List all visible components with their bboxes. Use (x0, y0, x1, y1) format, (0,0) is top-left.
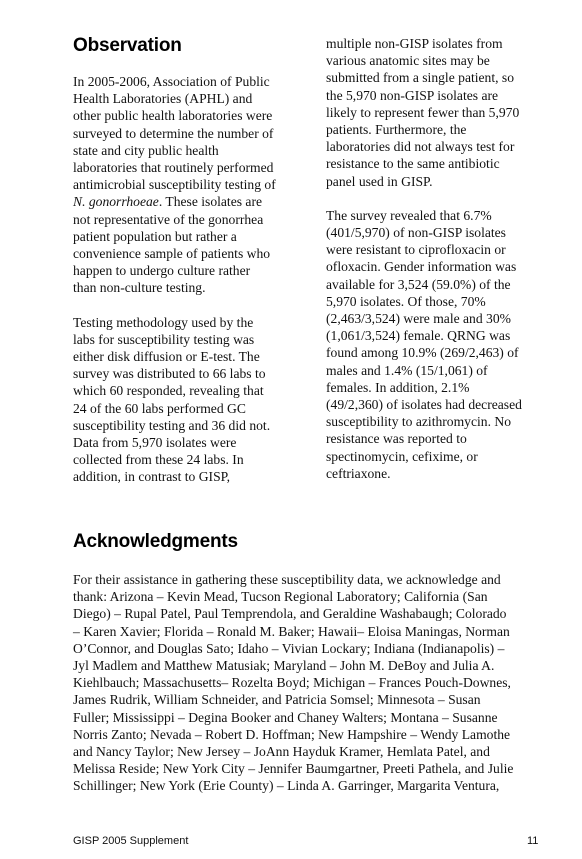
text-line: surveyed to determine the number of (73, 125, 274, 141)
text-line: patients. Furthermore, the (326, 122, 467, 138)
text-line: found among 10.9% (269/2,463) of (326, 345, 519, 361)
text-line: Fuller; Mississippi – Degina Booker and Chaney Walters; Montana – Susanne (73, 709, 498, 725)
text-line: (401/5,970) of non-GISP isolates (326, 225, 506, 241)
text-line: (2,463/3,524) were male and 30% (326, 311, 511, 327)
text-line: – Karen Xavier; Florida – Ronald M. Baker; Hawaii– Eloisa Maningas, Norman (73, 623, 510, 639)
text-line: convenience sample of patients who (73, 246, 271, 262)
text-line: which 60 responded, revealing that (73, 383, 264, 399)
observation-heading: Observation (73, 35, 182, 56)
text-line: and Nancy Taylor; New Jersey – JoAnn Hayduk Kramer, Hemlata Patel, and (73, 744, 490, 760)
text-line: laboratories that routinely performed (73, 160, 274, 176)
text-line: ofloxacin. Gender information was (326, 259, 517, 275)
text-line: various anatomic sites may be (326, 53, 490, 69)
text-line: Schillinger; New York (Erie County) – Linda A. Garringer, Margarita Ventura, (73, 778, 500, 794)
text-line (73, 193, 291, 210)
text-line: Diego) – Rupal Patel, Paul Temprendola, and Geraldine Washabaugh; Colorado (73, 606, 507, 622)
text-line: For their assistance in gathering these susceptibility data, we acknowledge and (73, 572, 501, 587)
text-line: Jyl Madlem and Matthew Matusiak; Maryland – John M. DeBoy and Julia A. (73, 658, 495, 674)
text-line: Data from 5,970 isolates were (73, 435, 237, 451)
text-line: state and city public health (73, 142, 219, 158)
acknowledgments-paragraph (73, 571, 525, 795)
text-line: resistance was reported to (326, 431, 467, 447)
text-line: the 5,970 non-GISP isolates are (326, 87, 499, 103)
text-line: Melissa Reside; New York City – Jennifer Baumgartner, Preeti Pathela, and Julie (73, 761, 514, 777)
text-line: other public health laboratories were (73, 108, 273, 124)
text-line: submitted from a single patient, so (326, 70, 515, 86)
text-line: 5,970 isolates. Of those, 70% (326, 293, 486, 309)
text-line: (49/2,360) of isolates had decreased (326, 397, 522, 413)
text-line: available for 3,524 (59.0%) of the (326, 276, 511, 292)
text-line: James Rudrik, William Schneider, and Patricia Somsel; Minnesota – Susan (73, 692, 481, 708)
text-line: survey was distributed to 66 labs to (73, 366, 266, 382)
text-line: In 2005-2006, Association of Public (73, 74, 270, 89)
text-line: labs for susceptibility testing was (73, 331, 255, 347)
text-line: multiple non-GISP isolates from (326, 36, 503, 51)
text-line: 24 of the 60 labs performed GC (73, 400, 246, 416)
text-line: Kiehlbauch; Massachusetts– Rozelta Boyd; Michigan – Frances Pouch-Downes, (73, 675, 511, 691)
text-line: spectinomycin, cefixime, or (326, 448, 478, 464)
text-line: were resistant to ciprofloxacin or (326, 242, 506, 258)
text-line: patient population but rather a (73, 228, 237, 244)
text-line: laboratories did not always test for (326, 139, 515, 155)
page-number: 11 (527, 835, 539, 847)
text-line: likely to represent fewer than 5,970 (326, 104, 520, 120)
text-line: resistance to the same antibiotic (326, 156, 500, 172)
text-line: males and 1.4% (15/1,061) of (326, 362, 488, 378)
text-line: susceptibility to azithromycin. No (326, 414, 511, 430)
text-line: either disk diffusion or E-test. The (73, 349, 260, 365)
text-line: happen to undergo culture rather (73, 263, 251, 279)
text-line: The survey revealed that 6.7% (326, 207, 492, 223)
text-line: antimicrobial susceptibility testing of (73, 177, 276, 193)
observation-paragraph-2 (73, 314, 291, 486)
footer-title: GISP 2005 Supplement (73, 835, 189, 847)
text-fragment: . These isolates are (158, 194, 263, 210)
text-line: panel used in GISP. (326, 173, 433, 189)
text-line: Testing methodology used by the (73, 314, 254, 330)
text-line: (1,061/3,524) female. QRNG was (326, 328, 511, 344)
text-line: Norris Zanto; Nevada – Robert D. Hoffman; New Hampshire – Wendy Lamothe (73, 726, 511, 742)
text-line: than non-culture testing. (73, 280, 206, 296)
observation-right-column (326, 35, 538, 482)
text-line: ceftriaxone. (326, 465, 391, 481)
text-line: females. In addition, 2.1% (326, 379, 470, 395)
observation-paragraph-1 (73, 73, 291, 297)
text-line: susceptibility testing and 36 did not. (73, 417, 271, 433)
observation-paragraph-4 (326, 207, 538, 482)
observation-paragraph-3 (326, 35, 538, 190)
text-line: Health Laboratories (APHL) and (73, 91, 253, 107)
text-line: collected from these 24 labs. In (73, 452, 244, 468)
text-line: addition, in contrast to GISP, (73, 469, 231, 485)
text-line: thank: Arizona – Kevin Mead, Tucson Regional Laboratory; California (San (73, 589, 488, 605)
observation-left-column (73, 73, 291, 486)
species-name: N. gonorrhoeae (73, 194, 159, 210)
acknowledgments-heading: Acknowledgments (73, 531, 238, 552)
text-line: not representative of the gonorrhea (73, 211, 264, 227)
text-line: O’Connor, and Douglas Sato; Idaho – Vivian Lockary; Indiana (Indianapolis) – (73, 640, 505, 656)
